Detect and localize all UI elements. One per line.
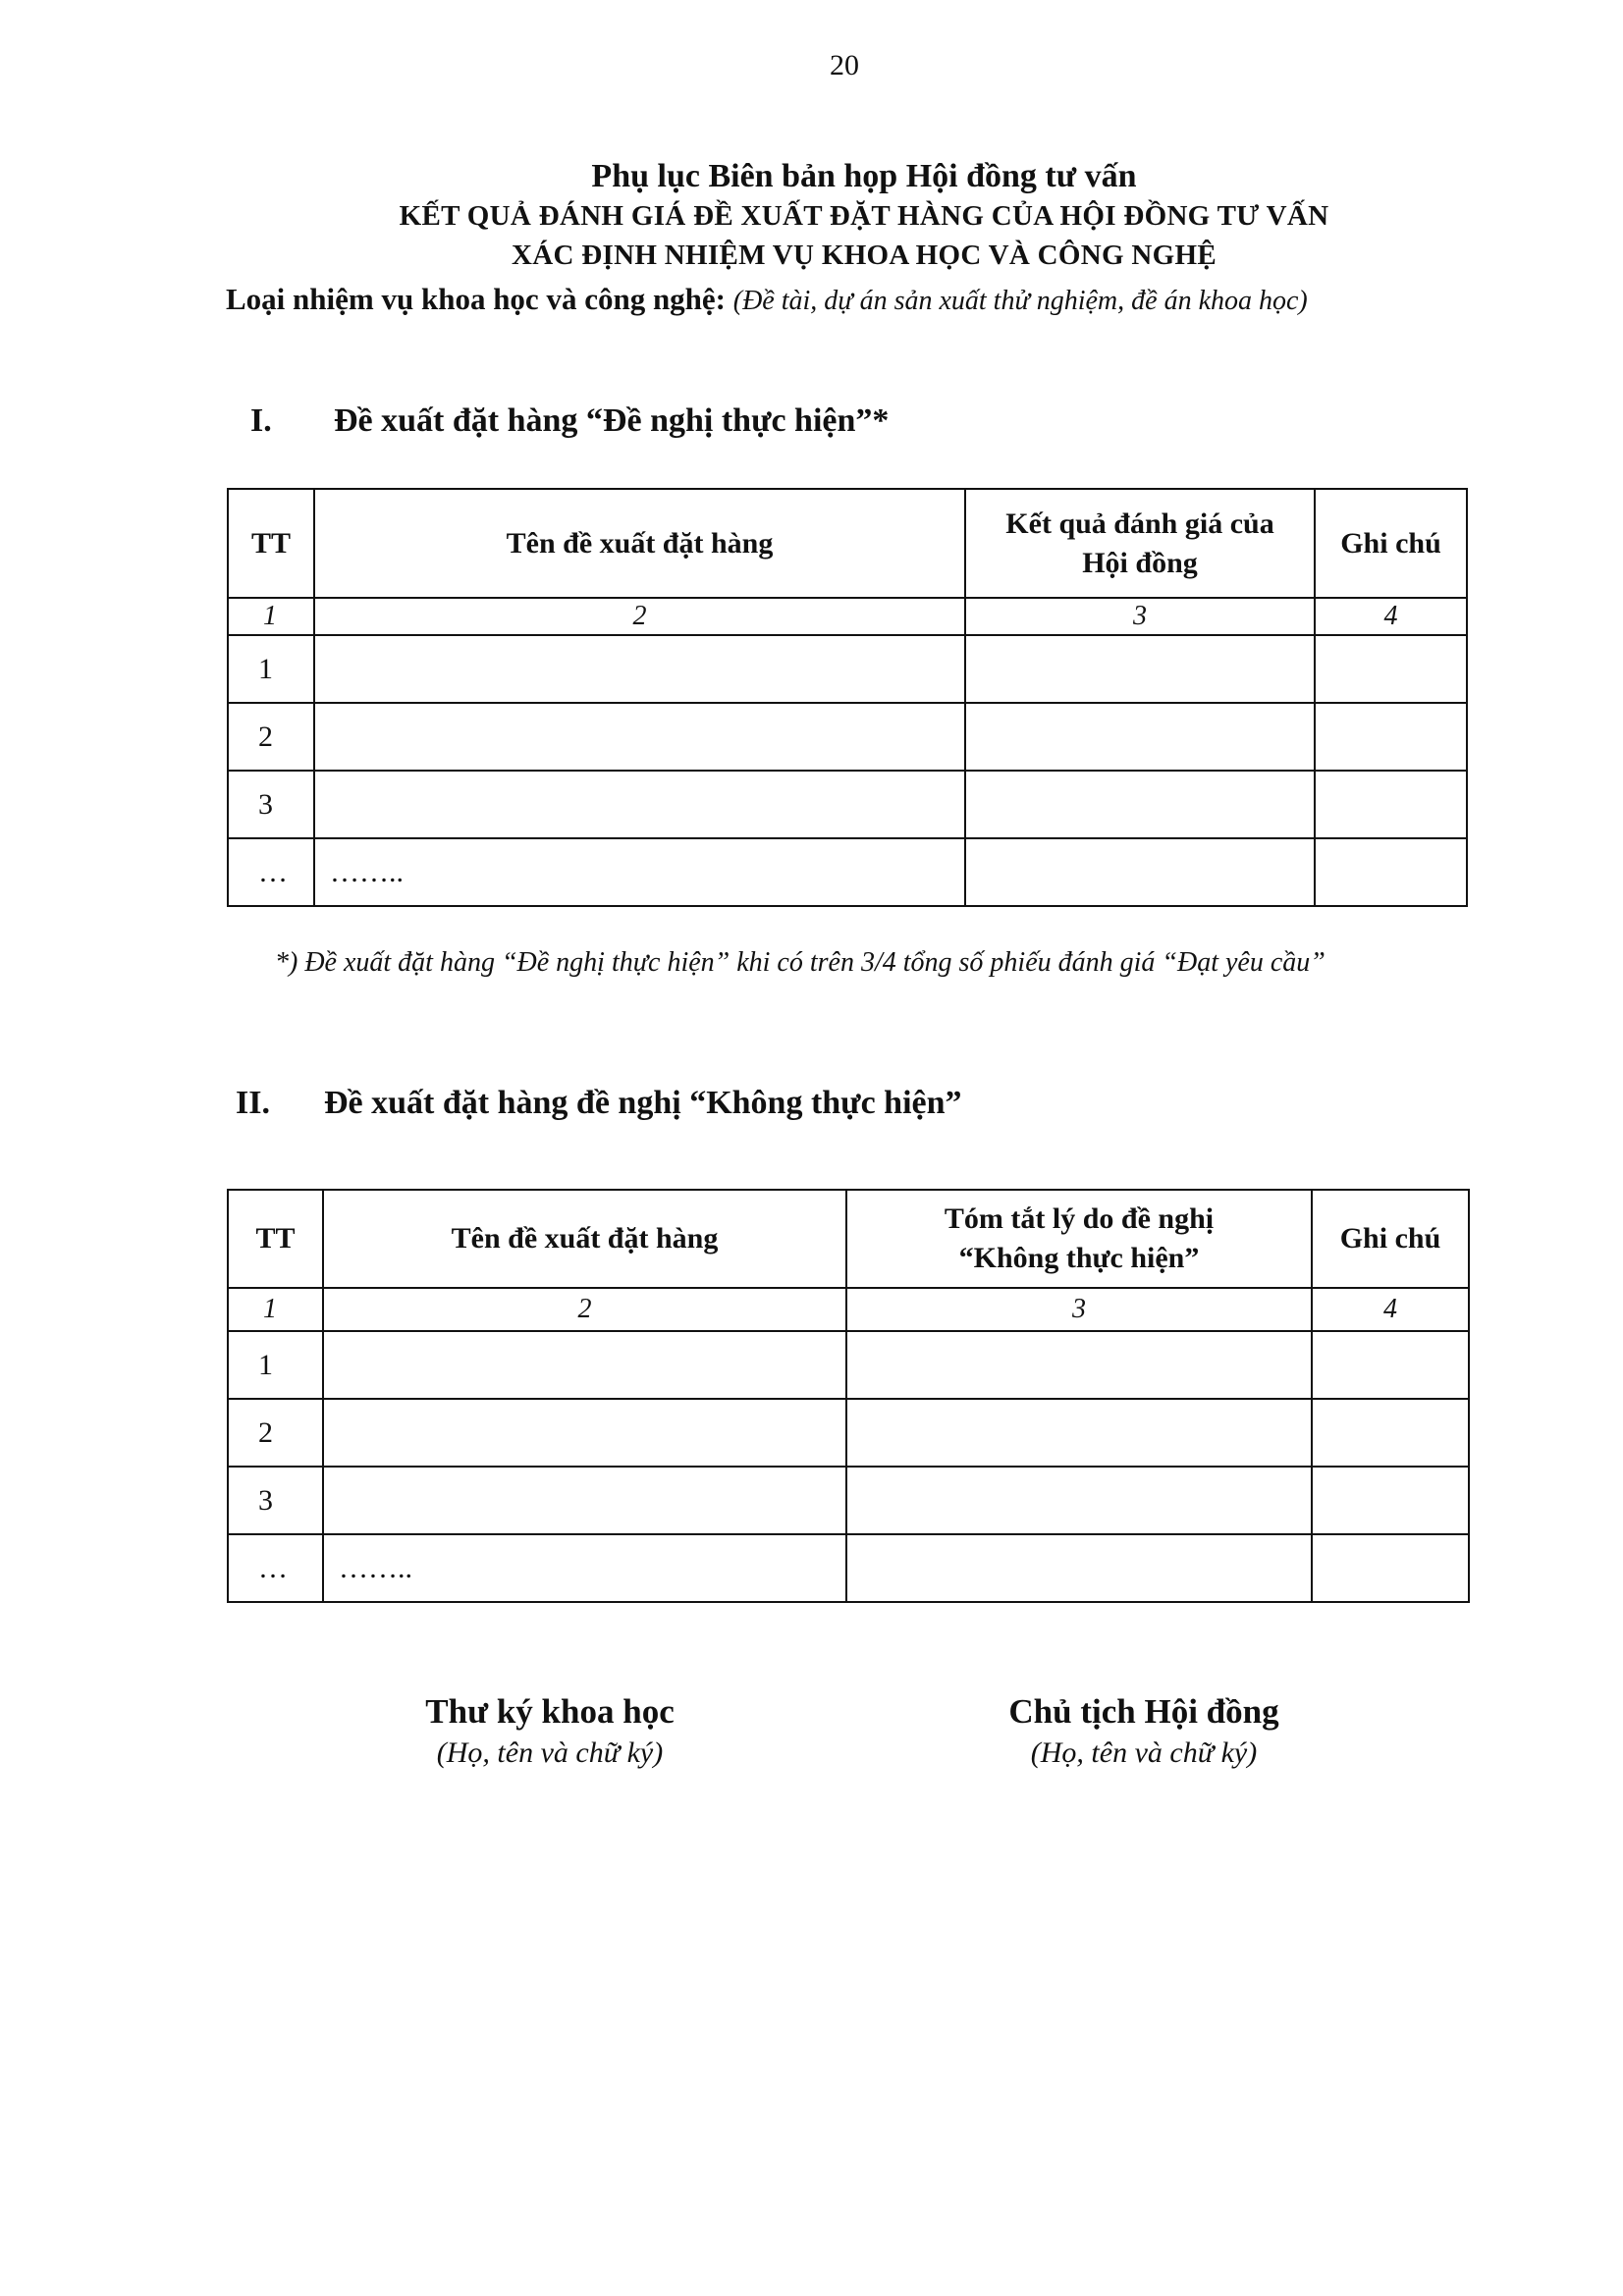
proposal-rejected-table bbox=[227, 1189, 1470, 1603]
table-row bbox=[228, 838, 1467, 906]
cell-name bbox=[323, 1467, 846, 1534]
header-note: Ghi chú bbox=[1312, 1190, 1469, 1288]
header-reason: Tóm tắt lý do đề nghị “Không thực hiện” bbox=[846, 1190, 1312, 1288]
cell-note bbox=[1315, 635, 1467, 703]
cell-tt: … bbox=[228, 1534, 323, 1602]
header-tt: TT bbox=[228, 489, 314, 598]
table-row bbox=[228, 771, 1467, 838]
cell-tt: 1 bbox=[228, 635, 314, 703]
index-cell: 2 bbox=[323, 1288, 846, 1331]
header-tt: TT bbox=[228, 1190, 323, 1288]
cell-note bbox=[1312, 1467, 1469, 1534]
section-2-number: II. bbox=[236, 1085, 270, 1121]
task-type-label: Loại nhiệm vụ khoa học và công nghệ: bbox=[226, 282, 727, 316]
secretary-note: (Họ, tên và chữ ký) bbox=[436, 1736, 664, 1769]
cell-note bbox=[1312, 1534, 1469, 1602]
index-cell: 4 bbox=[1315, 598, 1467, 635]
table-row bbox=[228, 635, 1467, 703]
cell-name: …….. bbox=[323, 1534, 846, 1602]
cell-tt: 1 bbox=[228, 1331, 323, 1399]
cell-result bbox=[965, 838, 1315, 906]
table-index-row bbox=[228, 598, 1467, 635]
section-2-heading bbox=[236, 1085, 962, 1122]
task-type-line bbox=[226, 280, 1473, 321]
index-cell: 1 bbox=[228, 598, 314, 635]
cell-tt: 3 bbox=[228, 1467, 323, 1534]
cell-reason bbox=[846, 1399, 1312, 1467]
cell-result bbox=[965, 703, 1315, 771]
cell-tt: 2 bbox=[228, 703, 314, 771]
table-row bbox=[228, 1331, 1469, 1399]
header-note: Ghi chú bbox=[1315, 489, 1467, 598]
header-name: Tên đề xuất đặt hàng bbox=[314, 489, 965, 598]
cell-name bbox=[314, 635, 965, 703]
index-cell: 2 bbox=[314, 598, 965, 635]
cell-name bbox=[323, 1399, 846, 1467]
table-row bbox=[228, 1534, 1469, 1602]
title-line-1: Phụ lục Biên bản họp Hội đồng tư vấn bbox=[591, 158, 1137, 194]
chairman-note: (Họ, tên và chữ ký) bbox=[1030, 1736, 1258, 1769]
table-row bbox=[228, 1399, 1469, 1467]
chairman-signature-block bbox=[938, 1690, 1350, 1773]
secretary-signature-block bbox=[344, 1690, 756, 1773]
title-line-3: XÁC ĐỊNH NHIỆM VỤ KHOA HỌC VÀ CÔNG NGHỆ bbox=[512, 240, 1217, 271]
cell-result bbox=[965, 635, 1315, 703]
header-name: Tên đề xuất đặt hàng bbox=[323, 1190, 846, 1288]
section-1-heading bbox=[250, 402, 889, 440]
cell-result bbox=[965, 771, 1315, 838]
cell-name bbox=[323, 1331, 846, 1399]
header-result: Kết quả đánh giá của Hội đồng bbox=[965, 489, 1315, 598]
task-type-value: (Đề tài, dự án sản xuất thử nghiệm, đề án khoa học) bbox=[732, 286, 1308, 316]
section-1-title: Đề xuất đặt hàng “Đề nghị thực hiện”* bbox=[334, 402, 890, 439]
cell-tt: 2 bbox=[228, 1399, 323, 1467]
section-2-title: Đề xuất đặt hàng đề nghị “Không thực hiện” bbox=[324, 1085, 962, 1121]
table-header-row bbox=[228, 489, 1467, 598]
cell-note bbox=[1315, 703, 1467, 771]
cell-name: …….. bbox=[314, 838, 965, 906]
title-line-2: KẾT QUẢ ĐÁNH GIÁ ĐỀ XUẤT ĐẶT HÀNG CỦA HỘI ĐỒNG TƯ VẤN bbox=[399, 200, 1329, 232]
cell-note bbox=[1315, 838, 1467, 906]
secretary-title: Thư ký khoa học bbox=[425, 1692, 675, 1731]
cell-note bbox=[1312, 1331, 1469, 1399]
table-header-row bbox=[228, 1190, 1469, 1288]
table-row bbox=[228, 703, 1467, 771]
cell-reason bbox=[846, 1331, 1312, 1399]
proposal-approved-table bbox=[227, 488, 1468, 907]
section-1-number: I. bbox=[250, 402, 272, 439]
cell-name bbox=[314, 703, 965, 771]
cell-tt: 3 bbox=[228, 771, 314, 838]
index-cell: 1 bbox=[228, 1288, 323, 1331]
index-cell: 4 bbox=[1312, 1288, 1469, 1331]
cell-tt: … bbox=[228, 838, 314, 906]
cell-reason bbox=[846, 1467, 1312, 1534]
index-cell: 3 bbox=[846, 1288, 1312, 1331]
chairman-title: Chủ tịch Hội đồng bbox=[1008, 1692, 1279, 1731]
section-1-footnote: *) Đề xuất đặt hàng “Đề nghị thực hiện” khi có trên 3/4 tổng số phiếu đánh giá “Đạt yêu cầu” bbox=[275, 947, 1325, 978]
table-row bbox=[228, 1467, 1469, 1534]
cell-reason bbox=[846, 1534, 1312, 1602]
cell-name bbox=[314, 771, 965, 838]
table-index-row bbox=[228, 1288, 1469, 1331]
page-number: 20 bbox=[830, 49, 859, 81]
index-cell: 3 bbox=[965, 598, 1315, 635]
cell-note bbox=[1315, 771, 1467, 838]
cell-note bbox=[1312, 1399, 1469, 1467]
document-title bbox=[226, 157, 1502, 275]
